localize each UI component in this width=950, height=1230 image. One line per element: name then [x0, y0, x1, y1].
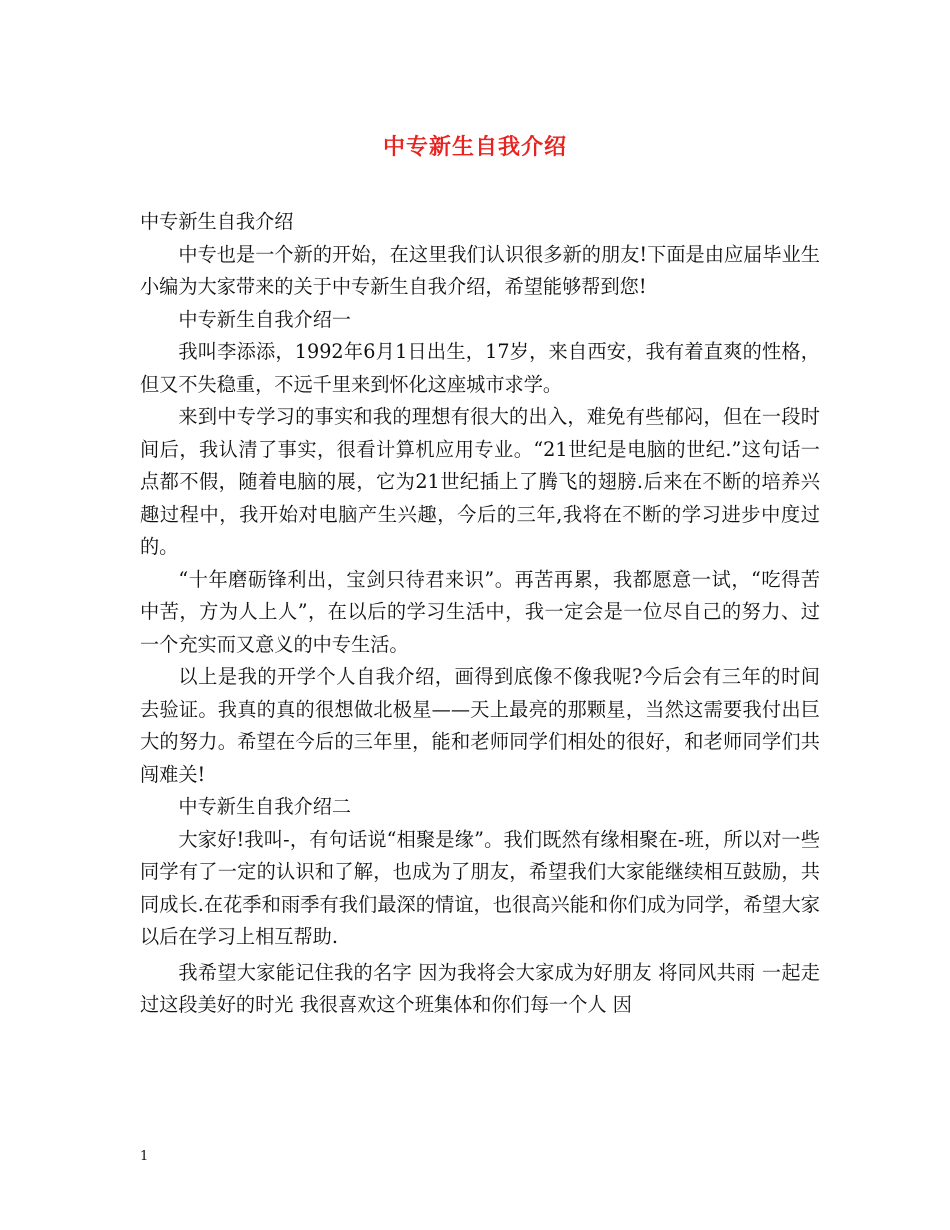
document-title: 中专新生自我介绍	[382, 134, 567, 160]
section-heading: 中专新生自我介绍二	[178, 795, 352, 818]
document-body	[140, 206, 820, 1022]
paragraph: “十年磨砺锋利出，宝剑只待君来识”。再苦再累，我都愿意一试，“吃得苦中苦，方为人上人”，在以后的学习生活中，我一定会是一位尽自己的努力、过一个充实而又意义的中专生活。	[140, 567, 820, 656]
paragraph: 我希望大家能记住我的名字 因为我将会大家成为好朋友 将同风共雨 一起走过这段美好的时光 我很喜欢这个班集体和你们每一个人 因	[140, 960, 820, 1016]
paragraph: 中专也是一个新的开始，在这里我们认识很多新的朋友!下面是由应届毕业生小编为大家带来的关于中专新生自我介绍，希望能够帮到您!	[140, 242, 820, 298]
paragraph: 中专新生自我介绍	[140, 210, 294, 233]
page-number: 1	[140, 1149, 149, 1164]
paragraph: 我叫李添添，1992年6月1日出生，17岁，来自西安，我有着直爽的性格，但又不失稳重，不远千里来到怀化这座城市求学。	[140, 340, 820, 396]
section-heading: 中专新生自我介绍一	[178, 307, 352, 331]
paragraph: 以上是我的开学个人自我介绍，画得到底像不像我呢?今后会有三年的时间去验证。我真的真的很想做北极星——天上最亮的那颗星，当然这需要我付出巨大的努力。希望在今后的三年里，能和老师同学们相处的很好，和老师同学们共闯难关!	[140, 665, 820, 786]
paragraph: 大家好!我叫-，有句话说“相聚是缘”。我们既然有缘相聚在-班，所以对一些同学有了一定的认识和了解，也成为了朋友，希望我们大家能继续相互鼓励，共同成长.在花季和雨季有我们最深的情谊，也很高兴能和你们成为同学，希望大家以后在学习上相互帮助.	[140, 827, 820, 948]
paragraph: 来到中专学习的事实和我的理想有很大的出入，难免有些郁闷，但在一段时间后，我认清了事实，很看计算机应用专业。“21世纪是电脑的世纪.”这句话一点都不假，随着电脑的展，它为21世纪插上了腾飞的翅膀.后来在不断的培养兴趣过程中，我开始对电脑产生兴趣，今后的三年,我将在不断的学习进步中度过的。	[140, 405, 820, 558]
